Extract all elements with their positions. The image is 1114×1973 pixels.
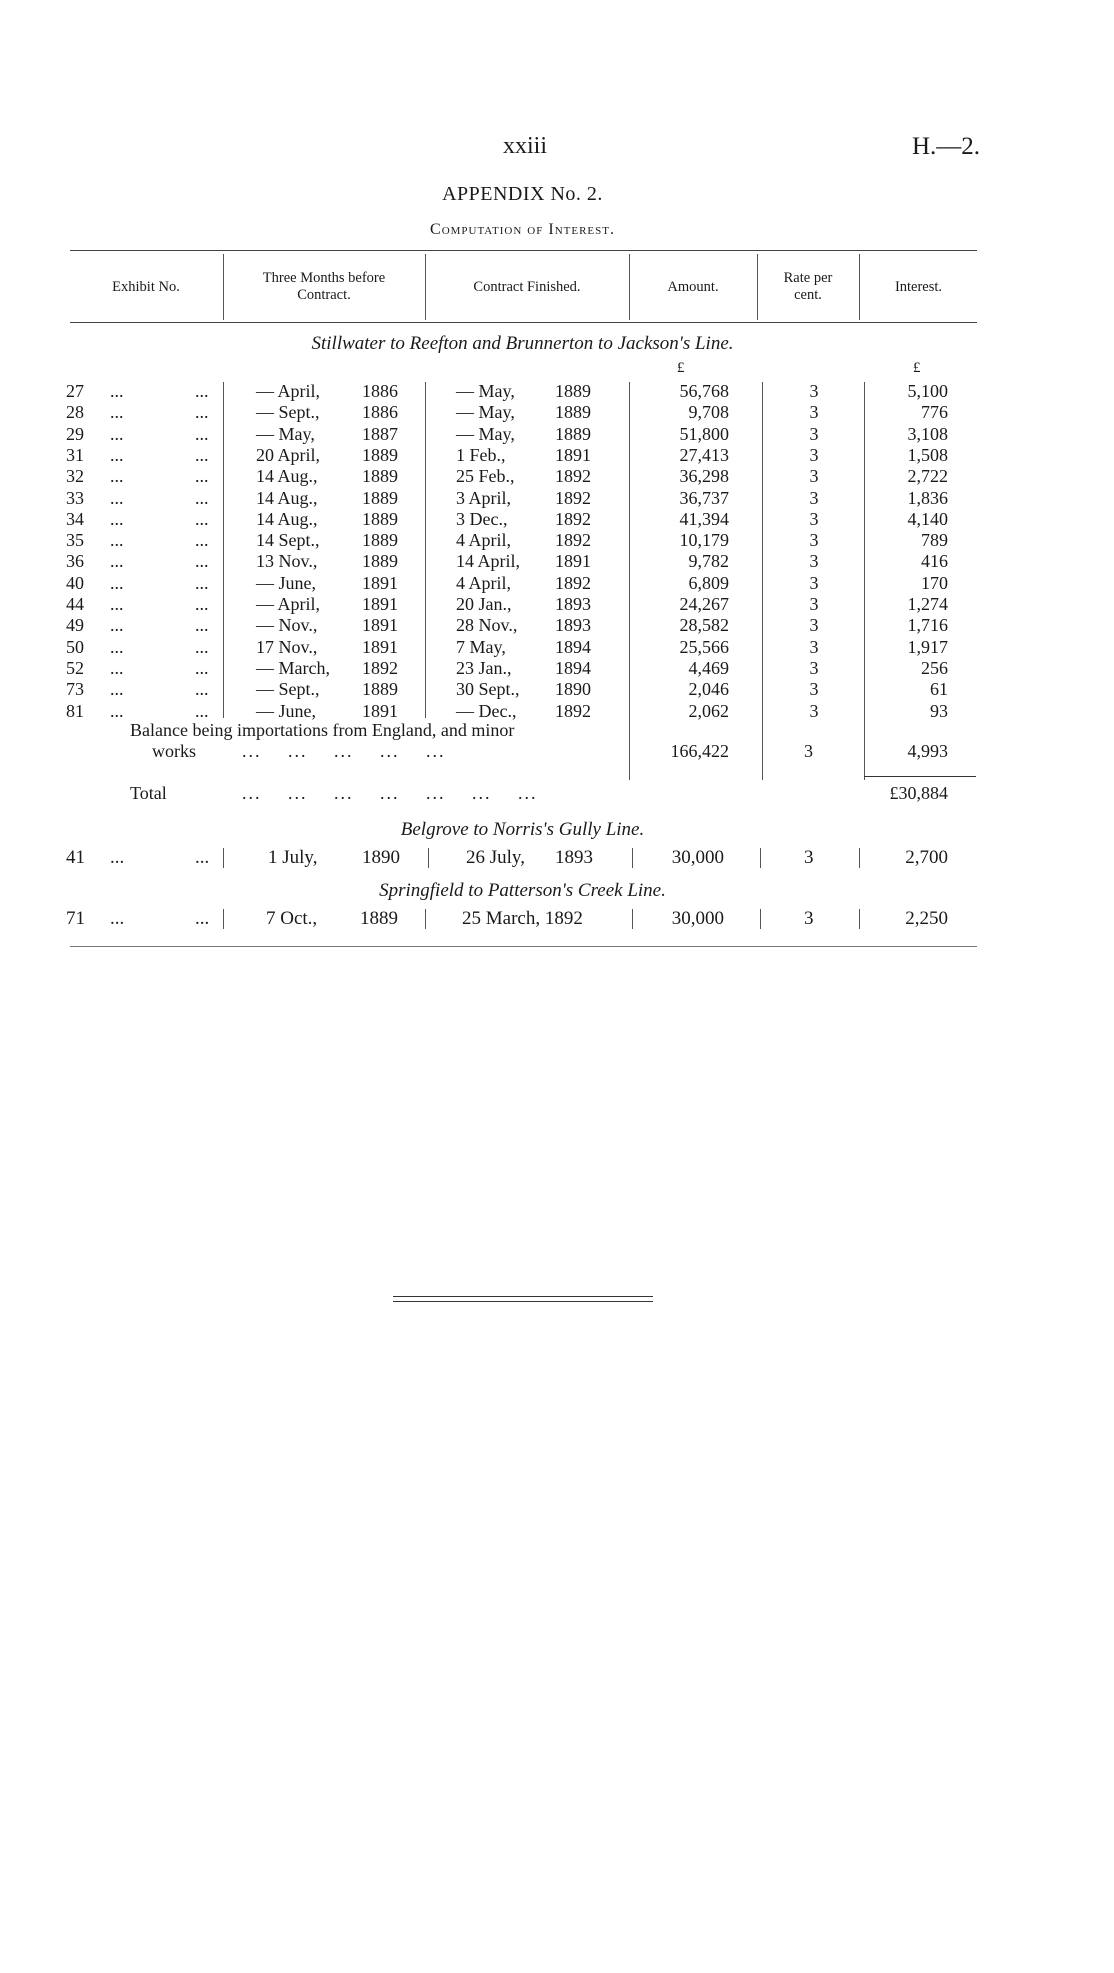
- balance-line1: Balance being importations from England, and minor: [130, 720, 515, 740]
- amount: 36,737: [679, 487, 729, 508]
- amount: 6,809: [688, 572, 729, 593]
- leader-dots: ...: [110, 615, 124, 636]
- interest: 776: [921, 402, 948, 423]
- finished-date: — May,: [456, 381, 515, 401]
- three-months-date: 7 Oct.,: [266, 908, 318, 929]
- finished-year: 1892: [555, 508, 591, 529]
- table-row: [0, 509, 1114, 530]
- column-header-three-months: [224, 254, 424, 320]
- amount: 56,768: [679, 381, 729, 401]
- finished-date: 26 July,: [466, 847, 525, 868]
- page-number: xxiii: [502, 133, 547, 159]
- leader-dots: ...: [110, 657, 124, 678]
- leader-dots: ...: [195, 679, 209, 700]
- amount: 9,782: [688, 551, 729, 572]
- three-months-date: — May,: [256, 423, 315, 444]
- leader-dots: ...: [195, 908, 210, 929]
- rate: 3: [809, 636, 819, 657]
- row-separator: [859, 909, 860, 929]
- document-reference: H.—2.: [911, 133, 980, 160]
- finished-date: 1 Feb.,: [456, 444, 506, 465]
- column-header-three-months-line2: Contract.: [297, 287, 351, 303]
- three-months-year: 1891: [362, 636, 398, 657]
- rate: 3: [809, 487, 819, 508]
- interest: 2,722: [907, 466, 948, 487]
- three-months-year: 1889: [362, 679, 398, 700]
- three-months-year: 1891: [362, 572, 398, 593]
- interest: 61: [930, 679, 948, 700]
- finished-date: — Dec.,: [456, 700, 517, 721]
- finished-year: 1892: [555, 487, 591, 508]
- section-title-springfield: Springfield to Patterson's Creek Line.: [379, 880, 666, 901]
- exhibit-number: 49: [66, 615, 84, 636]
- column-header-rate-line2: cent.: [794, 287, 822, 303]
- rate: 3: [809, 700, 819, 721]
- total-leader-dots: ... ... ... ... ... ... ...: [242, 783, 538, 803]
- amount: 24,267: [679, 594, 729, 614]
- exhibit-number: 28: [66, 402, 84, 423]
- rate: 3: [804, 847, 814, 868]
- interest: 416: [921, 551, 948, 572]
- finished-date: 3 Dec.,: [456, 508, 508, 529]
- finished-year: 1894: [555, 636, 591, 657]
- column-header-interest: Interest.: [894, 278, 943, 295]
- balance-rate: 3: [804, 741, 813, 761]
- leader-dots: ...: [110, 508, 124, 529]
- appendix-subtitle: Computation of Interest.: [430, 221, 615, 238]
- finished-date: 28 Nov.,: [456, 615, 518, 636]
- row-separator: [859, 848, 860, 868]
- amount: 2,062: [688, 700, 729, 721]
- leader-dots: ...: [195, 487, 209, 508]
- amount: 28,582: [679, 615, 729, 636]
- three-months-year: 1891: [362, 594, 398, 614]
- finished-date: 20 Jan.,: [456, 594, 512, 614]
- interest: 1,716: [907, 615, 948, 636]
- header-bottom-rule: [70, 322, 977, 323]
- rate: 3: [809, 572, 819, 593]
- finished-year: 1889: [555, 402, 591, 423]
- three-months-year: 1889: [362, 466, 398, 487]
- three-months-date: — Sept.,: [256, 679, 320, 700]
- amount: 30,000: [671, 908, 724, 929]
- interest: 2,250: [905, 908, 948, 929]
- table-row: [0, 466, 1114, 487]
- three-months-year: 1890: [362, 847, 400, 868]
- exhibit-number: 40: [66, 572, 84, 593]
- finished-date: 4 April,: [456, 572, 512, 593]
- three-months-year: 1887: [362, 423, 398, 444]
- exhibit-number: 34: [66, 508, 84, 529]
- finished-date: 23 Jan.,: [456, 657, 512, 678]
- row-separator: [760, 848, 761, 868]
- header-separator: [629, 254, 630, 320]
- table-row: [0, 701, 1114, 722]
- row-separator: [223, 909, 224, 929]
- total-rule: [864, 776, 976, 777]
- table-top-rule: [70, 250, 977, 251]
- three-months-date: — April,: [256, 381, 321, 401]
- leader-dots: ...: [195, 530, 209, 551]
- table-row: [0, 445, 1114, 466]
- three-months-year: 1889: [362, 487, 398, 508]
- column-header-three-months-line1: Three Months before: [262, 270, 386, 286]
- section-title-stillwater: Stillwater to Reefton and Brunnerton to Jackson's Line.: [311, 333, 734, 354]
- table-row: [0, 679, 1114, 700]
- three-months-year: 1886: [362, 381, 398, 401]
- exhibit-number: 71: [66, 908, 85, 929]
- exhibit-number: 32: [66, 466, 84, 487]
- interest: 256: [921, 657, 948, 678]
- three-months-date: 20 April,: [256, 444, 321, 465]
- three-months-date: — March,: [256, 657, 330, 678]
- column-header-finished: Contract Finished.: [473, 278, 581, 295]
- amount: 30,000: [671, 847, 724, 868]
- leader-dots: ...: [195, 381, 209, 401]
- interest: 170: [921, 572, 948, 593]
- interest: 5,100: [907, 381, 948, 401]
- column-header-rate-line1: Rate per: [783, 270, 833, 286]
- section-title-belgrove: Belgrove to Norris's Gully Line.: [400, 819, 645, 840]
- exhibit-number: 52: [66, 657, 84, 678]
- amount: 41,394: [679, 508, 729, 529]
- finished-year: 1893: [555, 594, 591, 614]
- leader-dots: ...: [195, 594, 209, 614]
- table-row: [0, 637, 1114, 658]
- finished-year: 1891: [555, 444, 591, 465]
- leader-dots: ...: [110, 381, 124, 401]
- amount: 25,566: [679, 636, 729, 657]
- three-months-year: 1892: [362, 657, 398, 678]
- finished-year: 1892: [555, 700, 591, 721]
- finished-date: 14 April,: [456, 551, 521, 572]
- leader-dots: ...: [195, 444, 209, 465]
- table-row: [0, 381, 1114, 402]
- interest: 1,917: [907, 636, 948, 657]
- interest: 93: [930, 700, 948, 721]
- three-months-date: 1 July,: [268, 847, 318, 868]
- total-label: Total: [130, 783, 167, 803]
- finished-date: 25 March, 1892: [462, 908, 583, 929]
- three-months-year: 1889: [362, 551, 398, 572]
- table-row: [0, 402, 1114, 423]
- exhibit-number: 29: [66, 423, 84, 444]
- rate: 3: [809, 466, 819, 487]
- leader-dots: ...: [195, 508, 209, 529]
- finished-year: 1889: [555, 381, 591, 401]
- leader-dots: ...: [110, 700, 124, 721]
- finished-year: 1892: [555, 466, 591, 487]
- interest: 1,836: [907, 487, 948, 508]
- leader-dots: ...: [195, 657, 209, 678]
- three-months-year: 1889: [362, 530, 398, 551]
- table-row: [0, 615, 1114, 636]
- three-months-year: 1891: [362, 700, 398, 721]
- three-months-date: — June,: [256, 572, 316, 593]
- amount: 9,708: [688, 402, 729, 423]
- rate: 3: [809, 508, 819, 529]
- leader-dots: ...: [110, 594, 124, 614]
- balance-line2: works: [152, 741, 196, 761]
- header-separator: [223, 254, 224, 320]
- amount-unit: £: [677, 360, 685, 376]
- interest-unit: £: [913, 360, 921, 376]
- table-row: [0, 846, 1114, 870]
- end-double-rule: [393, 1296, 653, 1302]
- leader-dots: ...: [110, 530, 124, 551]
- exhibit-number: 81: [66, 700, 84, 721]
- three-months-year: 1886: [362, 402, 398, 423]
- leader-dots: ...: [195, 847, 210, 868]
- three-months-date: — Sept.,: [256, 402, 320, 423]
- finished-date: 25 Feb.,: [456, 466, 515, 487]
- three-months-date: 14 Sept.,: [256, 530, 320, 551]
- interest: 4,140: [907, 508, 948, 529]
- leader-dots: ...: [195, 615, 209, 636]
- table-row: [0, 907, 1114, 931]
- interest: 1,508: [907, 444, 948, 465]
- table-bottom-rule: [70, 946, 977, 947]
- finished-year: 1892: [555, 572, 591, 593]
- header-separator: [425, 254, 426, 320]
- table-row: [0, 424, 1114, 445]
- total-value: £30,884: [889, 783, 948, 803]
- amount: 2,046: [688, 679, 729, 700]
- exhibit-number: 73: [66, 679, 84, 700]
- leader-dots: ...: [110, 636, 124, 657]
- finished-date: 30 Sept.,: [456, 679, 520, 700]
- leader-dots: ...: [110, 402, 124, 423]
- three-months-year: 1889: [360, 908, 398, 929]
- row-separator: [632, 909, 633, 929]
- column-header-rate: [758, 254, 858, 320]
- rate: 3: [809, 423, 819, 444]
- exhibit-number: 33: [66, 487, 84, 508]
- leader-dots: ...: [195, 466, 209, 487]
- interest: 789: [921, 530, 948, 551]
- rate: 3: [809, 594, 819, 614]
- leader-dots: ...: [195, 402, 209, 423]
- leader-dots: ...: [110, 423, 124, 444]
- three-months-date: 14 Aug.,: [256, 508, 318, 529]
- table-row: [0, 594, 1114, 615]
- three-months-date: — April,: [256, 594, 321, 614]
- rate: 3: [809, 381, 819, 401]
- three-months-date: — June,: [256, 700, 316, 721]
- finished-year: 1893: [555, 615, 591, 636]
- balance-amount: 166,422: [670, 741, 729, 761]
- finished-date: 4 April,: [456, 530, 512, 551]
- finished-year: 1894: [555, 657, 591, 678]
- header-separator: [757, 254, 758, 320]
- amount: 27,413: [679, 444, 729, 465]
- table-row: [0, 658, 1114, 679]
- leader-dots: ...: [195, 636, 209, 657]
- leader-dots: ...: [195, 700, 209, 721]
- exhibit-number: 41: [66, 847, 85, 868]
- rate: 3: [809, 530, 819, 551]
- leader-dots: ...: [110, 487, 124, 508]
- row-separator: [425, 909, 426, 929]
- amount: 51,800: [679, 423, 729, 444]
- leader-dots: ...: [195, 423, 209, 444]
- finished-date: 3 April,: [456, 487, 512, 508]
- column-header-exhibit: Exhibit No.: [112, 278, 180, 295]
- row-separator: [632, 848, 633, 868]
- three-months-year: 1889: [362, 508, 398, 529]
- appendix-title: APPENDIX No. 2.: [442, 183, 603, 205]
- table-row: [0, 530, 1114, 551]
- leader-dots: ...: [195, 551, 209, 572]
- rate: 3: [804, 908, 814, 929]
- table-row: [0, 488, 1114, 509]
- header-separator: [859, 254, 860, 320]
- exhibit-number: 27: [66, 381, 84, 401]
- three-months-date: — Nov.,: [256, 615, 318, 636]
- exhibit-number: 44: [66, 594, 84, 614]
- exhibit-number: 36: [66, 551, 84, 572]
- finished-date: 7 May,: [456, 636, 506, 657]
- table-row: [0, 573, 1114, 594]
- leader-dots: ...: [110, 572, 124, 593]
- interest: 2,700: [905, 847, 948, 868]
- amount: 10,179: [679, 530, 729, 551]
- finished-date: — May,: [456, 402, 515, 423]
- amount: 36,298: [679, 466, 729, 487]
- three-months-year: 1891: [362, 615, 398, 636]
- finished-date: — May,: [456, 423, 515, 444]
- balance-leader-dots: ... ... ... ... ...: [242, 741, 446, 761]
- leader-dots: ...: [110, 466, 124, 487]
- three-months-date: 17 Nov.,: [256, 636, 318, 657]
- leader-dots: ...: [110, 444, 124, 465]
- exhibit-number: 50: [66, 636, 84, 657]
- rate: 3: [809, 679, 819, 700]
- table-row: [0, 551, 1114, 572]
- three-months-year: 1889: [362, 444, 398, 465]
- rate: 3: [809, 444, 819, 465]
- finished-year: 1891: [555, 551, 591, 572]
- amount: 4,469: [688, 657, 729, 678]
- row-separator: [223, 848, 224, 868]
- column-header-amount: Amount.: [667, 278, 719, 295]
- row-separator: [428, 848, 429, 868]
- leader-dots: ...: [110, 847, 125, 868]
- interest: 3,108: [907, 423, 948, 444]
- finished-year: 1893: [555, 847, 593, 868]
- rate: 3: [809, 551, 819, 572]
- rate: 3: [809, 402, 819, 423]
- leader-dots: ...: [110, 679, 124, 700]
- row-separator: [760, 909, 761, 929]
- interest: 1,274: [907, 594, 948, 614]
- exhibit-number: 31: [66, 444, 84, 465]
- leader-dots: ...: [110, 908, 125, 929]
- exhibit-number: 35: [66, 530, 84, 551]
- leader-dots: ...: [195, 572, 209, 593]
- leader-dots: ...: [110, 551, 124, 572]
- three-months-date: 13 Nov.,: [256, 551, 318, 572]
- three-months-date: 14 Aug.,: [256, 466, 318, 487]
- balance-interest: 4,993: [907, 741, 948, 761]
- rate: 3: [809, 615, 819, 636]
- finished-year: 1892: [555, 530, 591, 551]
- finished-year: 1890: [555, 679, 591, 700]
- rate: 3: [809, 657, 819, 678]
- three-months-date: 14 Aug.,: [256, 487, 318, 508]
- finished-year: 1889: [555, 423, 591, 444]
